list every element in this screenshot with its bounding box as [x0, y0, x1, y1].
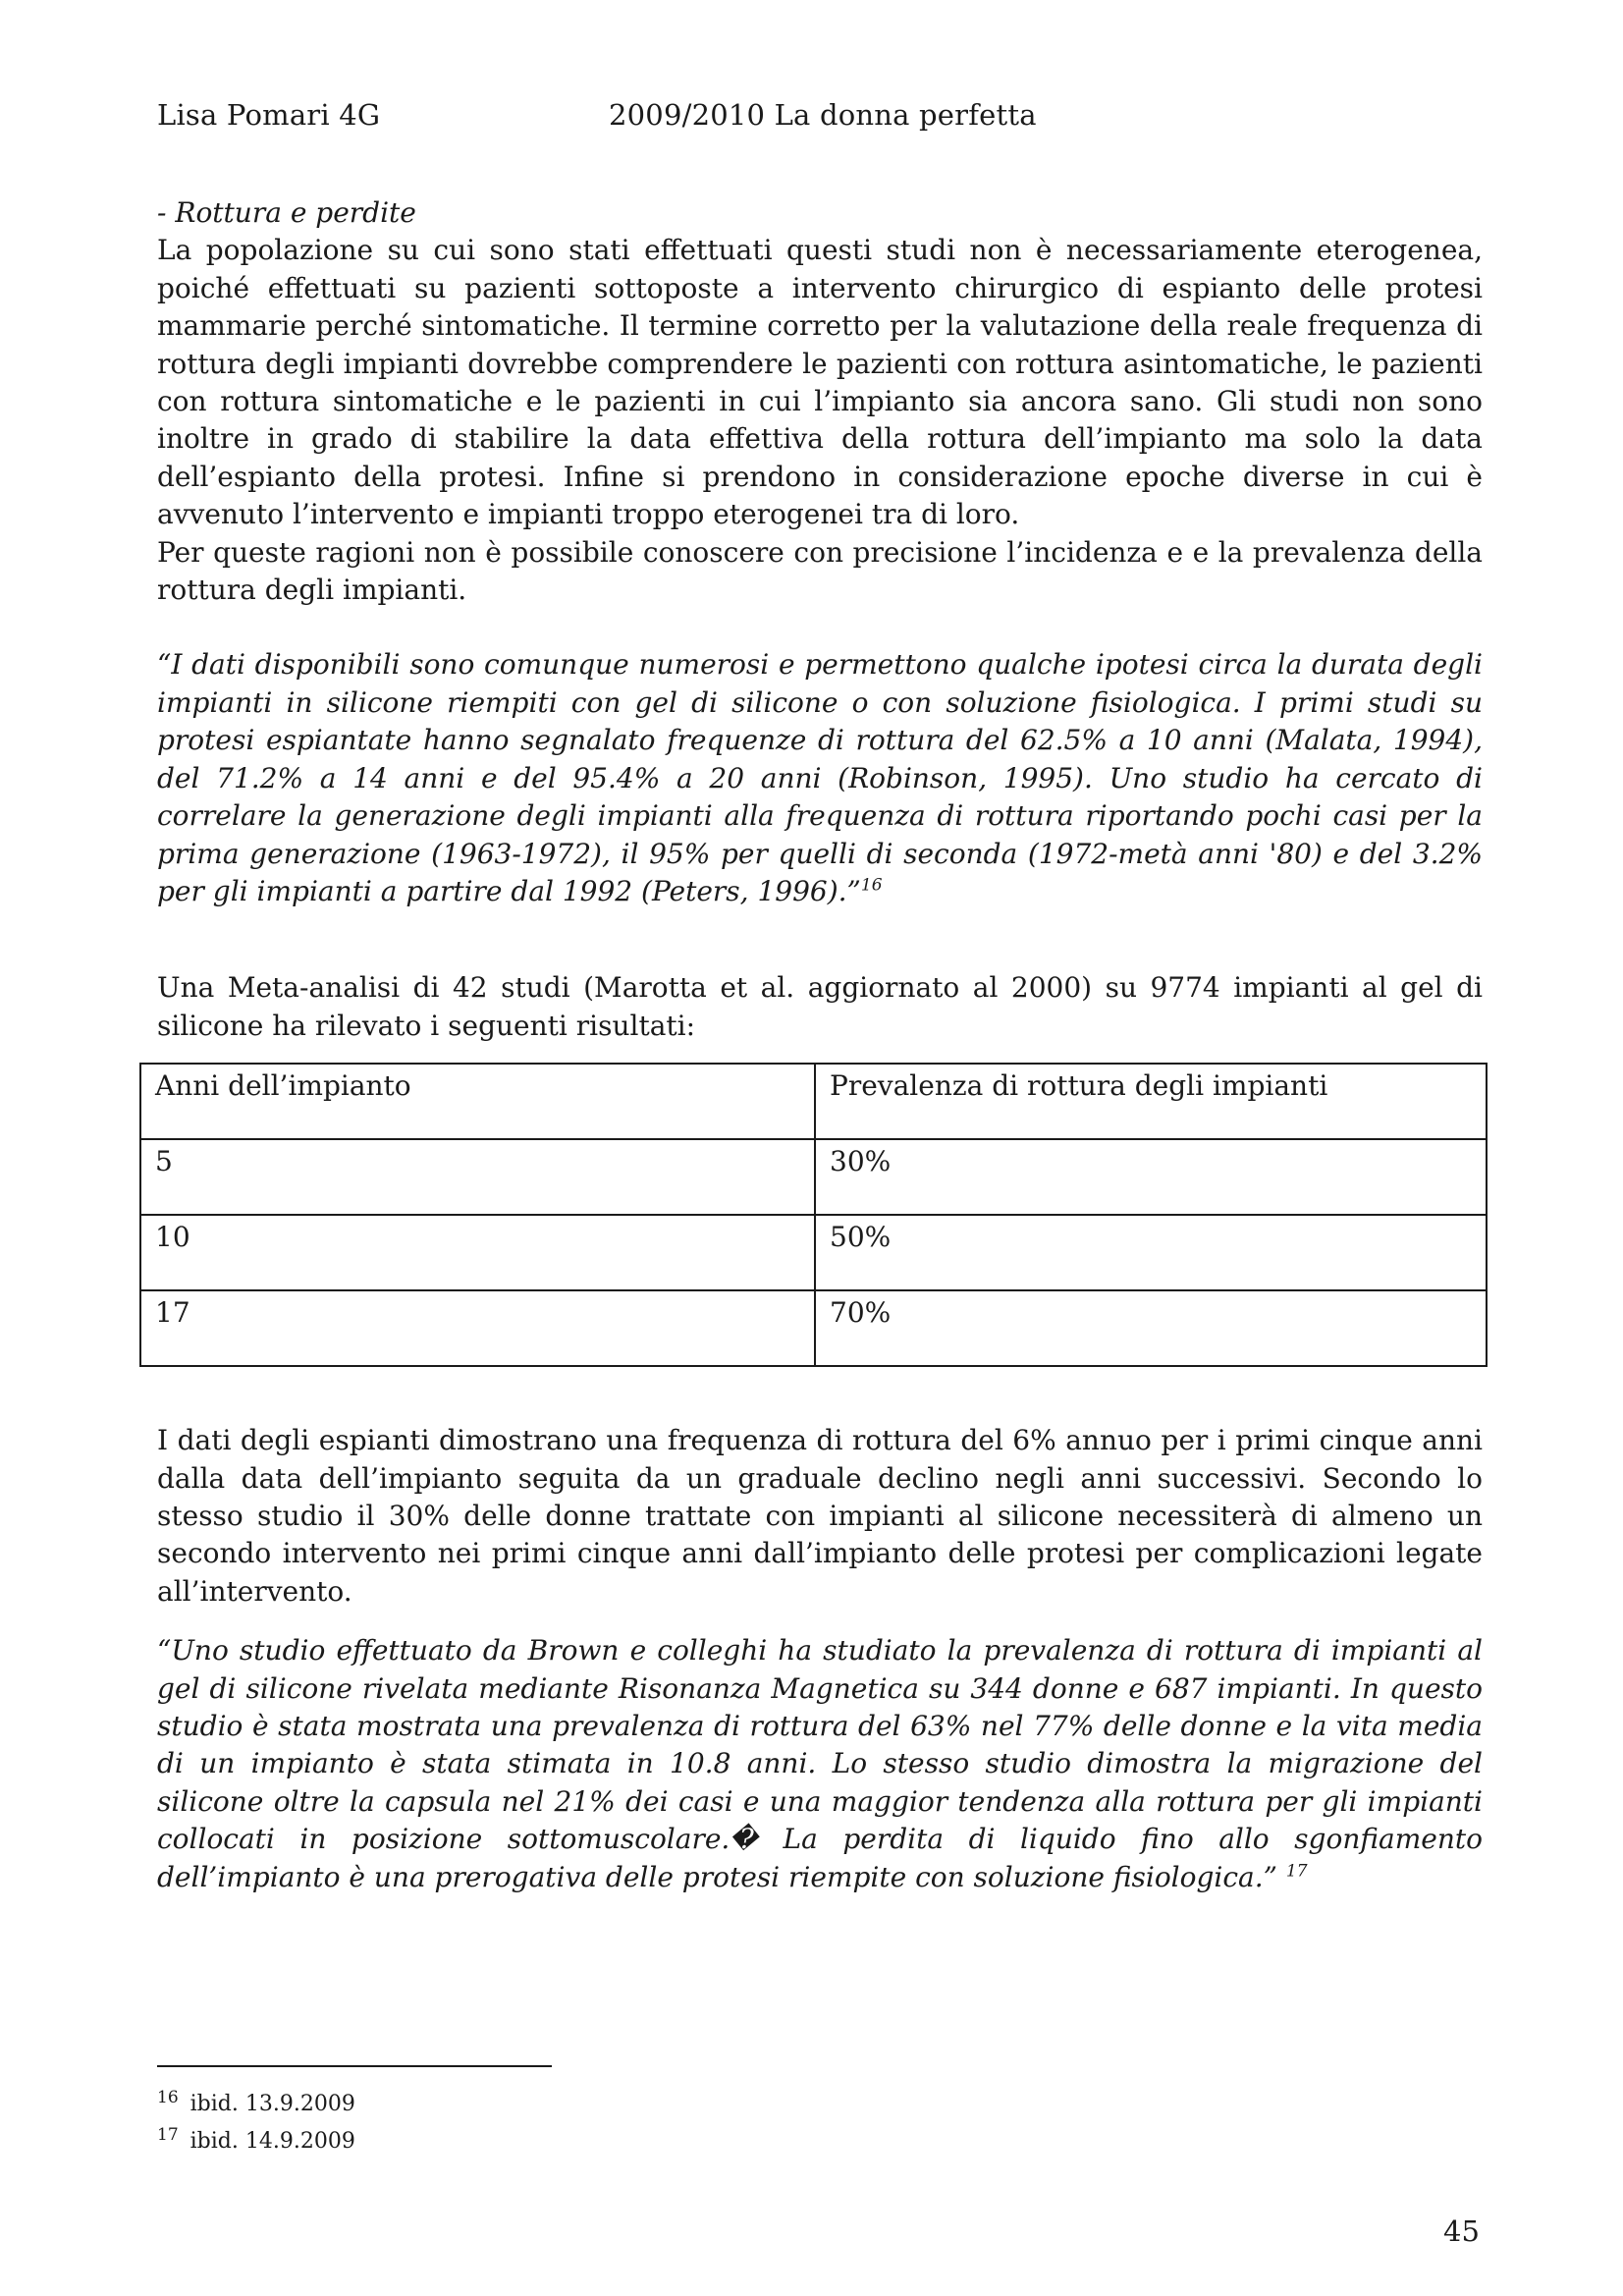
paragraph-1: La popolazione su cui sono stati effettuati questi studi non è necessariamente eterogenea, poiché effettuati su pazienti sottoposte a intervento chirurgico di espianto delle protesi mammarie perché sintomatiche. Il termine corretto per la valutazione della reale frequenza di rottura degli impianti dovrebbe comprendere le pazienti con rottura asintomatiche, le pazienti con rottura sintomatiche e le pazienti in cui l’impianto sia ancora sano. Gli studi non sono inoltre in grado di stabilire la data effettiva della rottura dell’impianto ma solo la data dell’espianto della protesi. Infine si prendono in considerazione epoche diverse in cui è avvenuto l’intervento e impianti troppo eterogenei tra di loro.: [157, 234, 1483, 531]
table-row: [140, 1215, 1487, 1290]
quote-2: [157, 1632, 1483, 1896]
header-title: 2009/2010 La donna perfetta: [609, 98, 1037, 132]
table-header-row: [140, 1064, 1487, 1139]
table-cell-prevalence: 70%: [815, 1290, 1487, 1366]
quote-2-text: “Uno studio effettuato da Brown e colleghi ha studiato la prevalenza di rottura di impianti al gel di silicone rivelata mediante Risonanza Magnetica su 344 donne e 687 impianti. In questo studio è stata mostrata una prevalenza di rottura del 63% nel 77% delle donne e la vita media di un impianto è stata stimata in 10.8 anni. Lo stesso studio dimostra la migrazione del silicone oltre la capsula nel 21% dei casi e una maggior tendenza alla rottura per gli impianti collocati in posizione sottomuscolare.� La perdita di liquido fino allo sgonfiamento dell’impianto è una prerogativa delle protesi riempite con soluzione fisiologica.”: [157, 1634, 1483, 1893]
table-header-cell: Anni dell’impianto: [140, 1064, 815, 1139]
table-row: [140, 1290, 1487, 1366]
page-number: 45: [1443, 2214, 1480, 2248]
main-content: [157, 194, 1483, 1896]
footnote-text: ibid. 14.9.2009: [189, 2129, 355, 2154]
quote-1-text: “I dati disponibili sono comunque numerosi e permettono qualche ipotesi circa la durata degli impianti in silicone riempiti con gel di silicone o con soluzione fisiologica. I primi studi su protesi espiantate hanno segnalato frequenze di rottura del 62.5% a 10 anni (Malata, 1994), del 71.2% a 14 anni e del 95.4% a 20 anni (Robinson, 1995). Uno studio ha cercato di correlare la generazione degli impianti alla frequenza di rottura riportando pochi casi per la prima generazione (1963-1972), il 95% per quelli di seconda (1972-metà anni '80) e del 3.2% per gli impianti a partire dal 1992 (Peters, 1996).”: [157, 648, 1483, 907]
table-cell-prevalence: 50%: [815, 1215, 1487, 1290]
table-row: [140, 1139, 1487, 1215]
paragraph-4: I dati degli espianti dimostrano una frequenza di rottura del 6% annuo per i primi cinque anni dalla data dell’impianto seguita da un graduale declino negli anni successivi. Secondo lo stesso studio il 30% delle donne trattate con impianti al silicone necessiterà di almeno un secondo intervento nei primi cinque anni dall’impianto delle protesi per complicazioni legate all’intervento.: [157, 1424, 1483, 1608]
footnote-number: 16: [157, 2087, 179, 2107]
header-author: Lisa Pomari 4G: [157, 98, 381, 132]
footnotes: [157, 2086, 355, 2160]
table-cell-prevalence: 30%: [815, 1139, 1487, 1215]
table-cell-years: 17: [140, 1290, 815, 1366]
table-header-cell: Prevalenza di rottura degli impianti: [815, 1064, 1487, 1139]
footnote-number: 17: [157, 2124, 179, 2145]
footnote-item: [157, 2086, 355, 2123]
table-cell-years: 10: [140, 1215, 815, 1290]
results-table: [139, 1063, 1488, 1367]
footnote-text: ibid. 13.9.2009: [189, 2092, 355, 2116]
quote-1: [157, 646, 1483, 910]
quote-1-footnote-ref: 16: [860, 875, 883, 896]
footnote-separator: [157, 2065, 552, 2067]
footnote-item: [157, 2123, 355, 2160]
paragraph-2: Per queste ragioni non è possibile conoscere con precisione l’incidenza e e la prevalenza della rottura degli impianti.: [157, 535, 1483, 607]
paragraph-3: Una Meta-analisi di 42 studi (Marotta et al. aggiornato al 2000) su 9774 impianti al gel di silicone ha rilevato i seguenti risultati:: [157, 971, 1483, 1042]
quote-2-footnote-ref: 17: [1285, 1861, 1308, 1882]
section-heading: - Rottura e perdite: [157, 196, 416, 229]
table-cell-years: 5: [140, 1139, 815, 1215]
